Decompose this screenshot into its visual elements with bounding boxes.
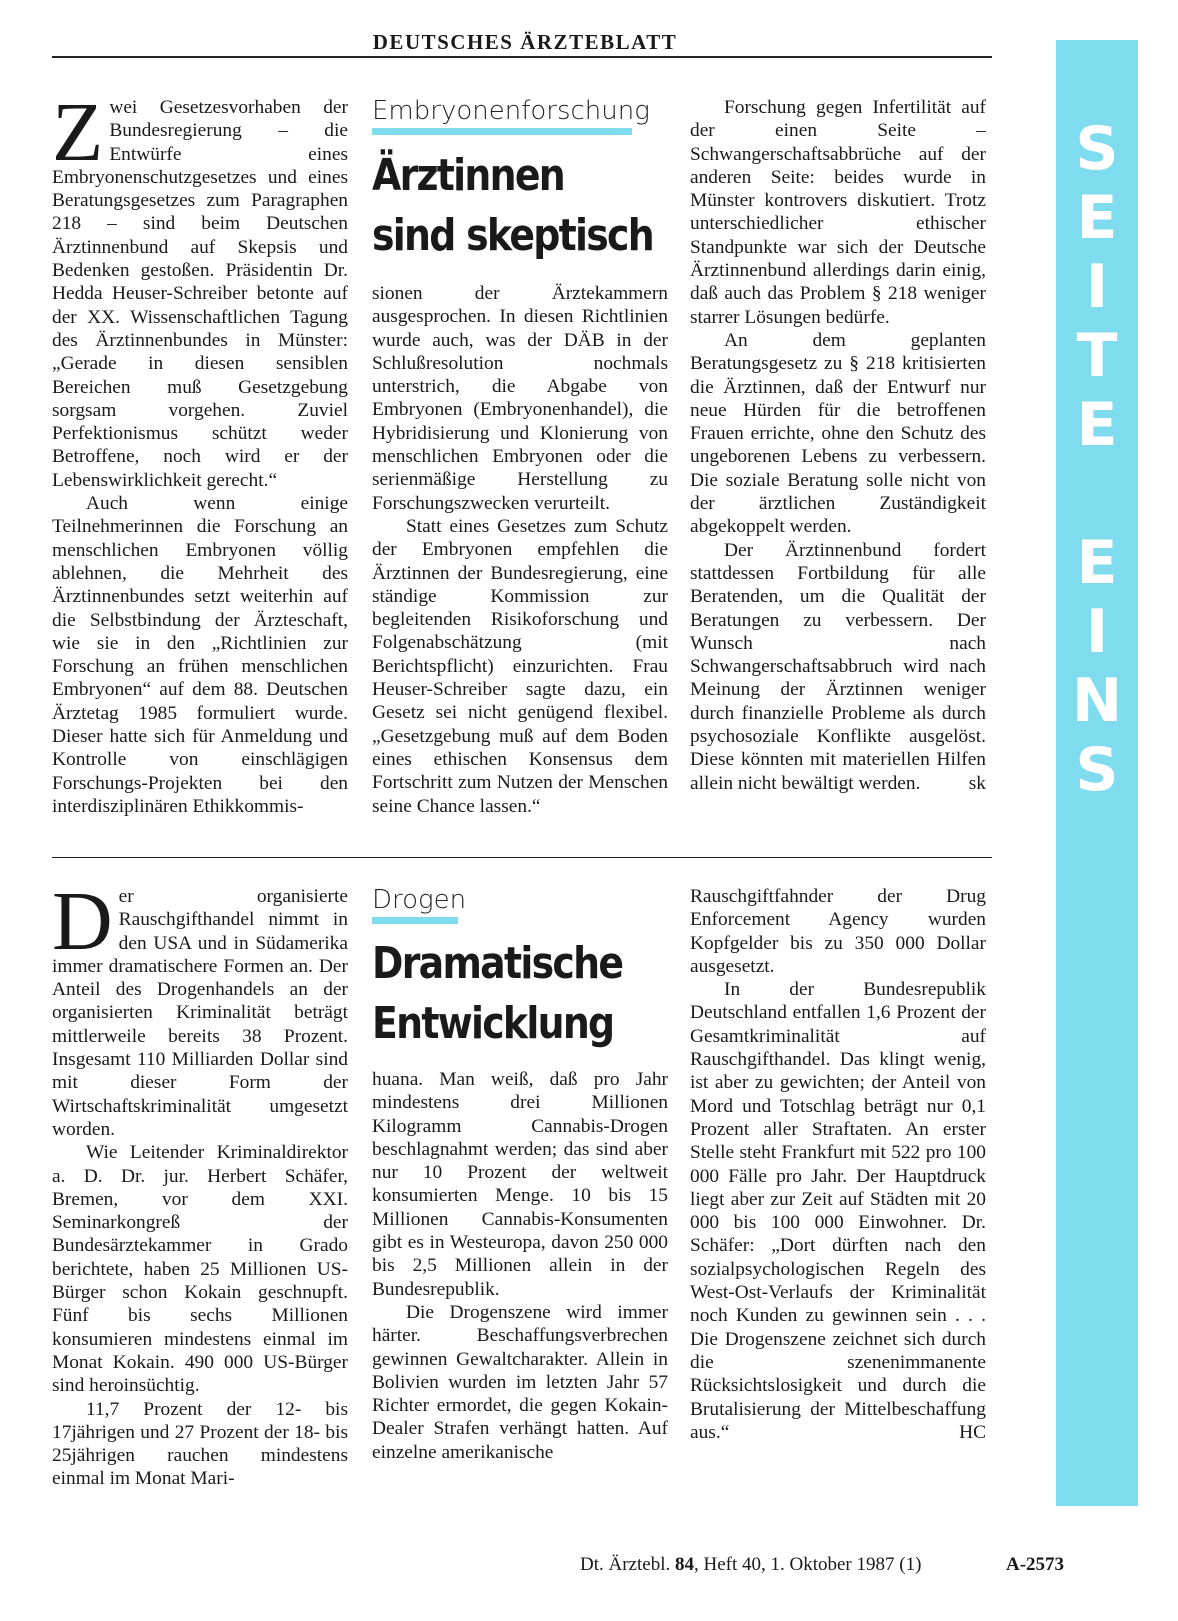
article2-col1-p1: er organisierte Rauschgifthandel nimmt in den USA und in Südamerika immer dramatischere Formen an. Der Anteil des Drogenhandels an der organisierten Kriminalität beträgt mittlerweile bereits 38 Prozent. Insgesamt 110 Milliarden Dollar sind mit dieser Form der Wirtschaftskriminalität umgesetzt worden. xyxy=(52,886,348,1140)
masthead-rule xyxy=(52,56,992,58)
article2-col1-p2: Wie Leitender Kriminaldirektor a. D. Dr. jur. Herbert Schäfer, Bremen, vor dem XXI. Seminarkongreß der Bundesärztekammer in Grado berichtete, haben 25 Millionen US-Bürger schon Kokain geschnupft. Fünf bis sechs Millionen konsumieren mindestens einmal im Monat Kokain. 490 000 US-Bürger sind heroinsüchtig. xyxy=(52,1142,348,1397)
sidebar-letter: E xyxy=(1076,183,1118,253)
sidebar-letter: N xyxy=(1071,666,1123,736)
article2-col3-p2-text: In der Bundesrepublik Deutschland entfallen 1,6 Prozent der Gesamtkriminalität auf Rauschgifthandel. Das klingt wenig, ist aber zu gewichten; der Anteil von Mord und Totschlag beträgt nur 0,1 Prozent aller Straftaten. An erster Stelle steht Frankfurt mit 522 pro 100 000 Fälle pro Jahr. Der Hauptdruck liegt aber zur Zeit auf Städten mit 20 000 bis 100 000 Einwohner. Dr. Schäfer: „Dort dürften nach den sozialpsychologischen Regeln des West-Ost-Verlaufs der Kriminalität noch Kunden zu gewinnen sein . . . Die Drogenszene zeichnet sich durch die szenenimmanente Rücksichtslosigkeit und durch die Brutalisierung der Mittelbeschaffung aus.“ xyxy=(690,979,986,1443)
article1-headline-line2: sind skeptisch xyxy=(372,210,653,261)
article1-col3-p3 xyxy=(690,539,986,795)
article1-kicker: Embryonenforschung xyxy=(372,96,632,135)
sidebar-letter: E xyxy=(1076,528,1118,598)
article1-headline-line1: Ärztinnen xyxy=(372,150,565,201)
article1-col3-p3-text: Der Ärztinnenbund fordert stattdessen Fortbildung für alle Beratenden, um die Qualität der Beratungen zu verbessern. Der Wunsch nach Schwangerschaftsabbruch wird nach Meinung der Ärztinnen weniger durch finanzielle Probleme als durch psychosoziale Konflikte ausgelöst. Diese könnten mit materiellen Hilfen allein nicht bewältigt werden. xyxy=(690,539,986,794)
footer-journal: Dt. Ärztebl. xyxy=(580,1554,671,1575)
article-divider xyxy=(52,857,992,858)
sidebar-letter: E xyxy=(1076,390,1118,460)
article1-col1 xyxy=(52,86,348,818)
article2-kicker: Drogen xyxy=(372,885,458,924)
masthead: DEUTSCHES ÄRZTEBLATT xyxy=(372,30,678,54)
article2-headline-line1: Dramatische xyxy=(372,938,623,989)
article1-col1-p1: wei Gesetzesvorhaben der Bundesregierung – die Entwürfe eines Embryonenschutzgesetzes und eines Beratungsgesetzes zum Paragraphen 218 – sind beim Deutschen Ärztinnenbund auf Skepsis und Bedenken gestoßen. Präsidentin Dr. Hedda Heuser-Schreiber betonte auf der XX. Wissenschaftlichen Tagung des Ärztinnenbundes in Münster: „Gerade in diesen sensiblen Bereichen muß Gesetzgebung sorgsam vorgehen. Zuviel Perfektionismus schützt weder Betroffene, noch wird er der Lebenswirklichkeit gerecht.“ xyxy=(52,97,348,491)
footer-volume: 84 xyxy=(674,1554,694,1575)
article1-dropcap: Z xyxy=(52,86,104,179)
sidebar-letters xyxy=(1056,115,1138,805)
article1-col3 xyxy=(690,96,986,795)
sidebar xyxy=(1056,40,1138,1506)
article2-col2-p2: Die Drogenszene wird immer härter. Beschaffungsverbrechen gewinnen Gewaltcharakter. Allein in Bolivien wurden im letzten Jahr 57 Richter ermordet, die gegen Kokain-Dealer Strafen verhängt hatten. Auf einzelne amerikanische xyxy=(372,1301,668,1463)
sidebar-letter: T xyxy=(1076,321,1118,391)
article2-col3-p1: Rauschgiftfahnder der Drug Enforcement Agency wurden Kopfgelder bis zu 350 000 Dollar ausgesetzt. xyxy=(690,886,986,977)
article2-col3 xyxy=(690,885,986,1444)
article2-signature: HC xyxy=(959,1421,986,1443)
article1-signature: sk xyxy=(968,772,986,794)
sidebar-letter: S xyxy=(1075,735,1119,805)
article2-col2-p1: huana. Man weiß, daß pro Jahr mindestens drei Millionen Kilogramm Cannabis-Drogen beschlagnahmt werden; das sind aber nur 10 Prozent der weltweit konsumierten Menge. 10 bis 15 Millionen Cannabis-Konsumenten gibt es in Westeuropa, davon 250 000 bis 2,5 Millionen allein in der Bundesrepublik. xyxy=(372,1069,668,1300)
sidebar-letter: I xyxy=(1085,597,1109,667)
article1-col3-p2: An dem geplanten Beratungsgesetz zu § 218 kritisierten die Ärztinnen, daß der Entwurf nur neue Hürden für die betroffenen Frauen errichte, ohne den Schutz des ungeborenen Lebens zu verbessern. Die soziale Beratung solle nicht von der ärztlichen Zuständigkeit abgekoppelt werden. xyxy=(690,329,986,538)
sidebar-letter: S xyxy=(1075,114,1119,184)
sidebar-letter xyxy=(1056,460,1138,529)
article1-col1-p2: Auch wenn einige Teilnehmerinnen die Forschung an menschlichen Embryonen völlig ablehnen, die Mehrheit des Ärztinnenbundes setzt weiterhin auf die Selbstbindung der Ärzteschaft, wie sie in den „Richtlinien zur Forschung an frühen menschlichen Embryonen“ auf dem 88. Deutschen Ärztetag 1985 formuliert wurde. Dieser hatte sich für Anmeldung und Kontrolle von einschlägigen Forschungs-Projekten bei den interdisziplinären Ethikkommis- xyxy=(52,493,348,817)
article1-col2-p2: Statt eines Gesetzes zum Schutz der Embryonen empfehlen die Ärztinnen der Bundesregierung, eine ständige Kommission zur begleitenden Risikoforschung und Folgenabschätzung (mit Berichtspflicht) einzurichten. Frau Heuser-Schreiber sagte dazu, ein Gesetz sei nicht genügend flexibel. „Gesetzgebung muß auf dem Boden eines ethischen Konsensus dem Fortschritt zum Nutzen der Menschen seine Chance lassen.“ xyxy=(372,515,668,817)
page-number: A-2573 xyxy=(1006,1554,1065,1575)
article1-col2-p1: sionen der Ärztekammern ausgesprochen. In diesen Richtlinien wurde auch, was der DÄB in der Schlußresolution nochmals unterstrich, die Abgabe von Embryonen (Embryonenhandel), die Hybridisierung und Klonierung von menschlichen Embryonen oder die serienmäßige Herstellung zu Forschungszwecken verurteilt. xyxy=(372,283,668,514)
article2-col1 xyxy=(52,875,348,1491)
sidebar-letter: I xyxy=(1085,252,1109,322)
article2-col1-p3: 11,7 Prozent der 12- bis 17jährigen und 27 Prozent der 18- bis 25jährigen rauchen mindestens einmal im Monat Mari- xyxy=(52,1398,348,1490)
article2-col2 xyxy=(372,1068,668,1464)
article1-col3-p1: Forschung gegen Infertilität auf der einen Seite – Schwangerschaftsabbrüche auf der anderen Seite: beides wurde in Münster kontrovers diskutiert. Trotz unterschiedlicher ethischer Standpunkte war sich der Deutsche Ärztinnenbund allerdings darin einig, daß auch das Problem § 218 weniger starrer Lösungen bedürfe. xyxy=(690,97,986,328)
article2-headline-line2: Entwicklung xyxy=(372,998,614,1049)
article2-col3-p2 xyxy=(690,978,986,1444)
footer-citation xyxy=(580,1554,921,1576)
article1-col2 xyxy=(372,282,668,818)
footer-issue: , Heft 40, 1. Oktober 1987 (1) xyxy=(693,1554,922,1575)
article2-dropcap: D xyxy=(52,875,113,968)
